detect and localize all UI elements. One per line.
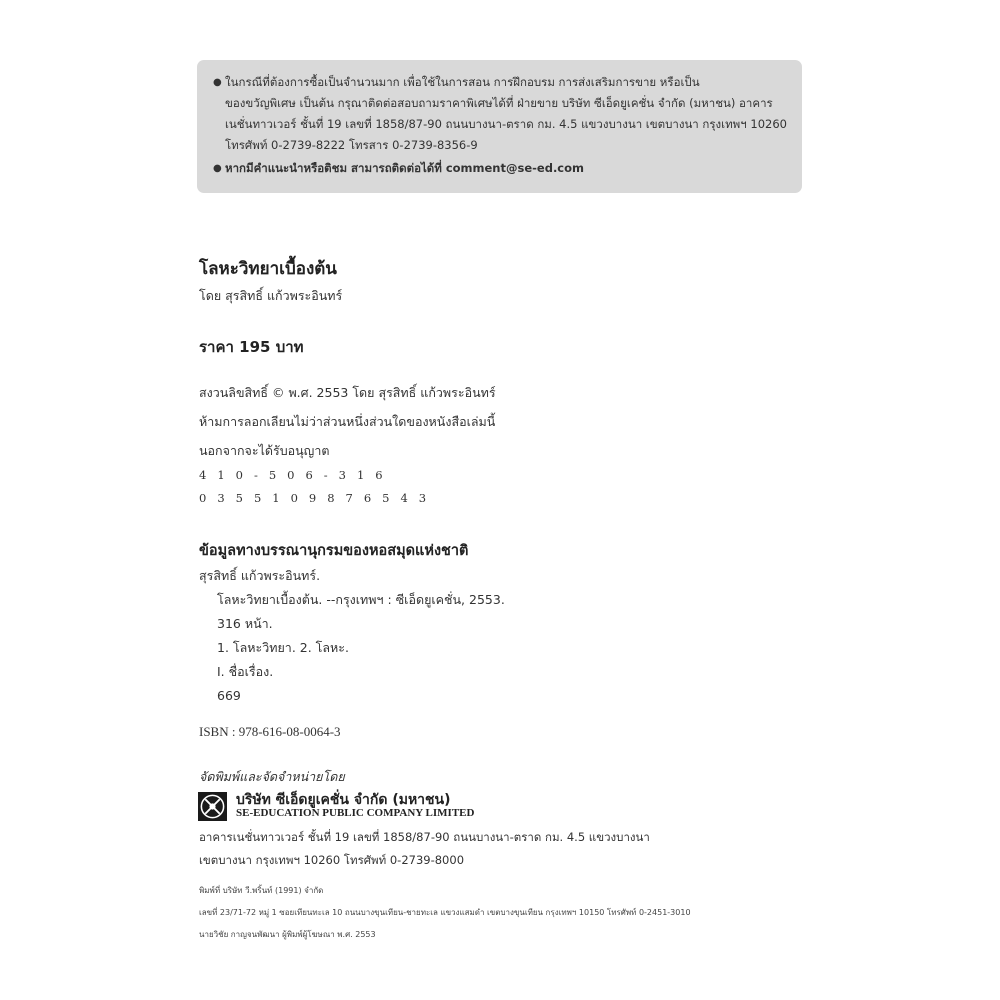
isbn: ISBN : 978-616-08-0064-3 <box>199 724 341 739</box>
notice-line: เนชั่นทาวเวอร์ ชั้นที่ 19 เลขที่ 1858/87-90 ถนนบางนา-ตราด กม. 4.5 แขวงบางนา เขตบางนา กรุงเทพฯ 10260 <box>225 117 787 131</box>
printer-line: เลขที่ 23/71-72 หมู่ 1 ซอยเทียนทะเล 10 ถนนบางขุนเทียน-ชายทะเล แขวงแสมดำ เขตบางขุนเทียน กรุงเทพฯ 10150 โทรศัพท์ 0-2451-3010 <box>199 908 691 917</box>
cip-line: 1. โลหะวิทยา. 2. โลหะ. <box>217 640 349 655</box>
bullet-icon: ● <box>213 163 222 174</box>
publisher-name-english: SE-EDUCATION PUBLIC COMPANY LIMITED <box>236 807 475 819</box>
publisher-address <box>199 826 650 872</box>
book-author: โดย สุรสิทธิ์ แก้วพระอินทร์ <box>199 288 343 303</box>
publisher-name-thai: บริษัท ซีเอ็ดยูเคชั่น จำกัด (มหาชน) <box>236 792 451 808</box>
distributed-by-label: จัดพิมพ์และจัดจำหน่ายโดย <box>199 769 345 784</box>
copyright-line: นอกจากจะได้รับอนุญาต <box>199 443 330 458</box>
cip-line: 669 <box>217 688 241 703</box>
code-line-2: 0355109876543 <box>199 491 438 505</box>
bullet-icon: ● <box>213 77 222 88</box>
sales-notice-box <box>197 60 802 193</box>
printer-info <box>199 880 691 946</box>
cip-line: I. ชื่อเรื่อง. <box>217 664 274 679</box>
book-title: โลหะวิทยาเบื้องต้น <box>199 259 337 279</box>
copyright-line: ห้ามการลอกเลียนไม่ว่าส่วนหนึ่งส่วนใดของหนังสือเล่มนี้ <box>199 414 496 429</box>
copyright-line: สงวนลิขสิทธิ์ © พ.ศ. 2553 โดย สุรสิทธิ์ แก้วพระอินทร์ <box>199 385 496 400</box>
notice-item-bulk-orders <box>213 72 790 156</box>
copyright-block <box>199 378 496 465</box>
printer-line: พิมพ์ที่ บริษัท วี.พริ้นท์ (1991) จำกัด <box>199 886 324 895</box>
cip-details <box>217 588 505 708</box>
address-line: อาคารเนชั่นทาวเวอร์ ชั้นที่ 19 เลขที่ 1858/87-90 ถนนบางนา-ตราด กม. 4.5 แขวงบางนา <box>199 830 650 844</box>
cip-author: สุรสิทธิ์ แก้วพระอินทร์. <box>199 568 321 583</box>
printer-line: นายวิชัย กาญจนพัฒนา ผู้พิมพ์ผู้โฆษณา พ.ศ. 2553 <box>199 930 376 939</box>
code-line-1: 410-506-316 <box>199 468 394 482</box>
notice-feedback-text: หากมีคำแนะนำหรือติชม สามารถติดต่อได้ที่ comment@se-ed.com <box>225 161 585 175</box>
cip-line: 316 หน้า. <box>217 616 273 631</box>
book-price: ราคา 195 บาท <box>199 338 304 356</box>
notice-line: โทรศัพท์ 0-2739-8222 โทรสาร 0-2739-8356-9 <box>225 138 478 152</box>
notice-line: ในกรณีที่ต้องการซื้อเป็นจำนวนมาก เพื่อใช้ในการสอน การฝึกอบรม การส่งเสริมการขาย หรือเป็น <box>225 75 700 89</box>
cip-heading: ข้อมูลทางบรรณานุกรมของหอสมุดแห่งชาติ <box>199 543 469 559</box>
se-ed-logo-icon <box>198 792 227 821</box>
cip-line: โลหะวิทยาเบื้องต้น. --กรุงเทพฯ : ซีเอ็ดยูเคชั่น, 2553. <box>217 592 505 607</box>
notice-item-feedback <box>213 158 790 179</box>
address-line: เขตบางนา กรุงเทพฯ 10260 โทรศัพท์ 0-2739-8000 <box>199 853 465 867</box>
notice-line: ของขวัญพิเศษ เป็นต้น กรุณาติดต่อสอบถามราคาพิเศษได้ที่ ฝ่ายขาย บริษัท ซีเอ็ดยูเคชั่น จำกัด (มหาชน) อาคาร <box>225 96 773 110</box>
